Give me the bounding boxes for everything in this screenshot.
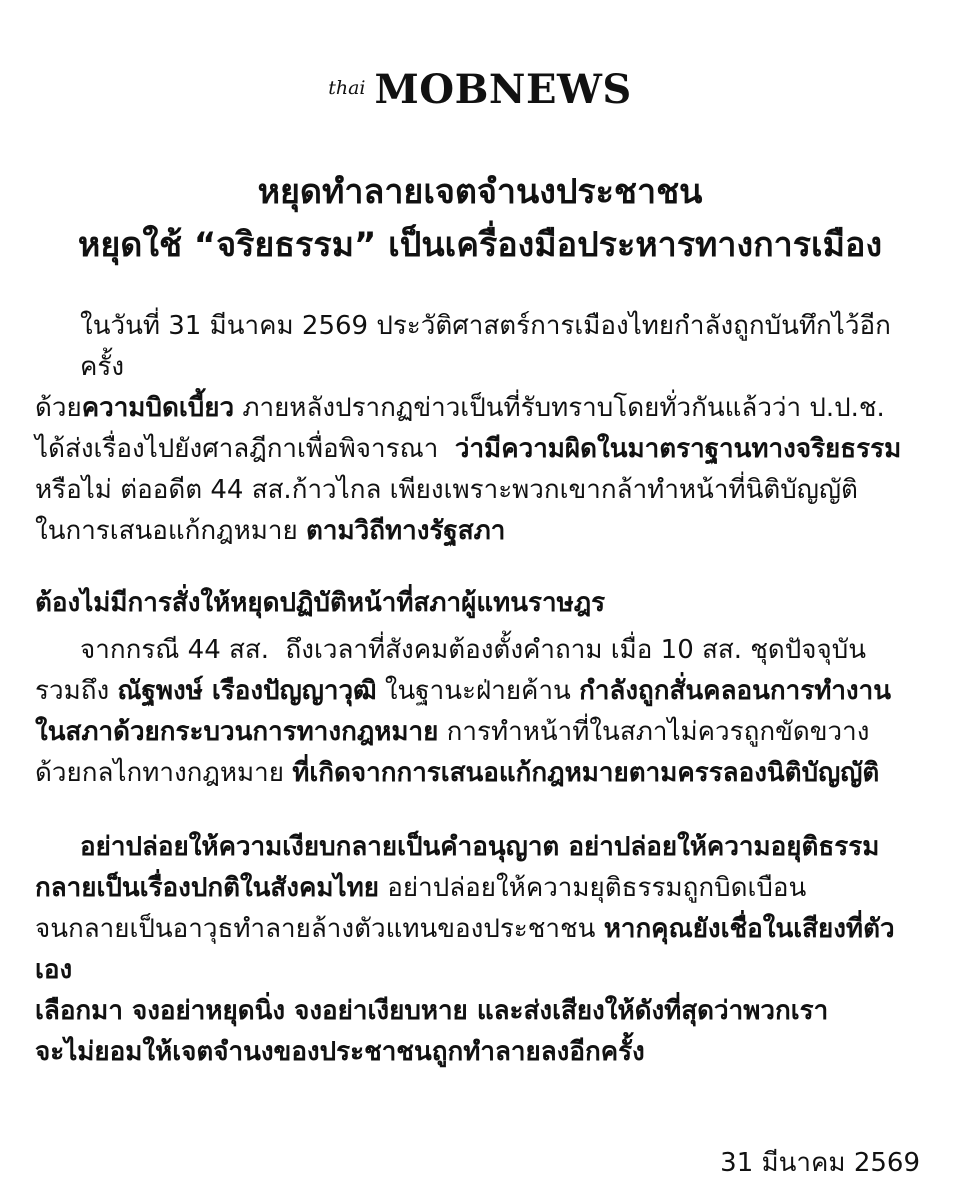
text-segment: ด้วยกลไกทางกฎหมาย (35, 758, 293, 788)
bold-text-segment: กลายเป็นเรื่องปกติในสังคมไทย (35, 873, 379, 903)
paragraph-line (35, 306, 925, 388)
paragraph-line (35, 868, 925, 909)
paragraph-line (35, 429, 925, 470)
paragraph-line (35, 753, 925, 794)
paragraph-line (35, 1032, 925, 1073)
headline-line-1: หยุดทำลายเจตจำนงประชาชน (257, 172, 703, 212)
text-segment: ในการเสนอแก้กฎหมาย (35, 516, 306, 546)
bold-text-segment: หากคุณยังเชื่อในเสียงที่ตัวเอง (35, 914, 895, 985)
bold-text-segment: ที่เกิดจากการเสนอแก้กฎหมายตามครรลองนิติบัญญัติ (292, 758, 880, 788)
text-segment: ได้ส่งเรื่องไปยังศาลฎีกาเพื่อพิจารณา (35, 434, 455, 464)
text-segment: ด้วย (35, 393, 82, 423)
text-segment: จากกรณี 44 สส. ถึงเวลาที่สังคมต้องตั้งคำถาม เมื่อ 10 สส. ชุดปัจจุบัน (80, 635, 867, 665)
paragraph-line (35, 712, 925, 753)
bold-text-segment: เลือกมา จงอย่าหยุดนิ่ง จงอย่าเงียบหาย และส่งเสียงให้ดังที่สุดว่าพวกเรา (35, 996, 829, 1026)
paragraph-line (35, 470, 925, 511)
headline-line-2: หยุดใช้ “จริยธรรม” เป็นเครื่องมือประหารทางการเมือง (77, 225, 883, 265)
paragraph-3 (35, 827, 925, 1073)
bold-text-segment: ในสภาด้วยกระบวนการทางกฎหมาย (35, 717, 439, 747)
bold-text-segment: ความบิดเบี้ยว (81, 393, 235, 423)
bold-text-segment: ว่ามีความผิดในมาตราฐานทางจริยธรรม (454, 434, 902, 464)
paragraph-line (35, 909, 925, 991)
bold-text-segment: อย่าปล่อยให้ความเงียบกลายเป็นคำอนุญาต อย่าปล่อยให้ความอยุติธรรม (80, 832, 880, 862)
bold-text-segment: ตามวิถีทางรัฐสภา (306, 516, 506, 546)
paragraph-line (35, 388, 925, 429)
logo-wordmark: MOBNEWS (374, 66, 632, 113)
bold-text-segment: กำลังถูกสั่นคลอนการทำงาน (579, 676, 892, 706)
logo-prefix: thai (328, 77, 366, 99)
statement-date: 31 มีนาคม 2569 (720, 1148, 920, 1178)
section-heading: ต้องไม่มีการสั่งให้หยุดปฏิบัติหน้าที่สภาผู้แทนราษฎร (35, 588, 606, 618)
text-segment: จนกลายเป็นอาวุธทำลายล้างตัวแทนของประชาชน (35, 914, 604, 944)
bold-text-segment: ณัฐพงษ์ เรืองปัญญาวุฒิ (117, 676, 377, 706)
paragraph-line (35, 630, 925, 671)
paragraph-line (35, 827, 925, 868)
text-segment: ในวันที่ 31 มีนาคม 2569 ประวัติศาสตร์การเมืองไทยกำลังถูกบันทึกไว้อีกครั้ง (80, 311, 891, 382)
text-segment: หรือไม่ ต่ออดีต 44 สส.ก้าวไกล เพียงเพราะพวกเขากล้าทำหน้าที่นิติบัญญัติ (35, 475, 858, 505)
paragraph-2 (35, 630, 925, 794)
text-segment: อย่าปล่อยให้ความยุติธรรมถูกบิดเบือน (378, 873, 807, 903)
text-segment: รวมถึง (35, 676, 118, 706)
text-segment: การทำหน้าที่ในสภาไม่ควรถูกขัดขวาง (438, 717, 870, 747)
text-segment: ภายหลังปรากฏข่าวเป็นที่รับทราบโดยทั่วกันแล้วว่า ป.ป.ช. (234, 393, 885, 423)
paragraph-1 (35, 306, 925, 552)
text-segment: ในฐานะฝ่ายค้าน (376, 676, 580, 706)
headline (35, 166, 925, 272)
paragraph-line (35, 991, 925, 1032)
logo (35, 66, 925, 114)
paragraph-line (35, 511, 925, 552)
bold-text-segment: จะไม่ยอมให้เจตจำนงของประชาชนถูกทำลายลงอีกครั้ง (35, 1037, 645, 1067)
paragraph-line (35, 671, 925, 712)
